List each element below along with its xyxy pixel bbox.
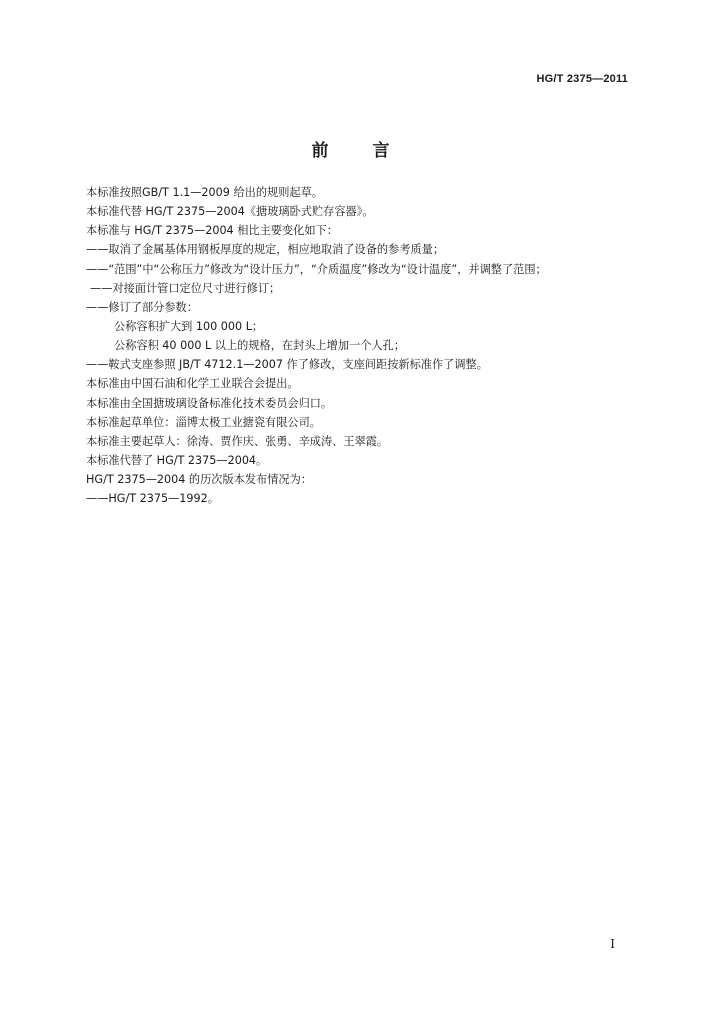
- list-item: ——HG/T 2375—1992。: [86, 492, 219, 506]
- title-char-1: 前: [311, 141, 329, 161]
- page-title: [0, 136, 701, 161]
- text-line: 本标准与 HG/T 2375—2004 相比主要变化如下：: [86, 224, 338, 238]
- list-item: ——取消了金属基体用钢板厚度的规定，相应地取消了设备的参考质量；: [86, 243, 445, 257]
- sub-item: 公称容积扩大到 100 000 L；: [114, 319, 264, 333]
- text-line: 本标准起草单位：淄博太极工业搪瓷有限公司。: [86, 415, 321, 429]
- text-line: 本标准主要起草人：徐涛、贾作庆、张勇、辛成涛、王翠霞。: [86, 434, 389, 448]
- standard-code: HG/T 2375—2011: [536, 73, 628, 85]
- list-item: ——鞍式支座参照 JB/T 4712.1—2007 作了修改，支座间距按新标准作了调整。: [86, 358, 488, 372]
- page-number: I: [610, 937, 615, 951]
- list-item: ——“范围”中“公称压力”修改为“设计压力”，“介质温度”修改为“设计温度”，并调整了范围；: [86, 262, 547, 276]
- list-item: ——对接面计管口定位尺寸进行修订；: [90, 281, 281, 295]
- sub-item: 公称容积 40 000 L 以上的规格，在封头上增加一个人孔；: [114, 339, 405, 353]
- title-char-2: 言: [372, 141, 390, 161]
- text-line: 本标准由中国石油和化学工业联合会提出。: [86, 377, 299, 391]
- text-line: HG/T 2375—2004 的历次版本发布情况为：: [86, 473, 312, 487]
- text-line: 本标准按照GB/T 1.1—2009 给出的规则起草。: [86, 186, 323, 199]
- text-line: 本标准由全国搪玻璃设备标准化技术委员会归口。: [86, 396, 333, 410]
- foreword-body: [86, 183, 626, 508]
- list-item: ——修订了部分参数：: [86, 300, 198, 314]
- text-line: 本标准代替了 HG/T 2375—2004。: [86, 453, 268, 467]
- text-line: 本标准代替 HG/T 2375—2004《搪玻璃卧式贮存容器》。: [86, 205, 374, 219]
